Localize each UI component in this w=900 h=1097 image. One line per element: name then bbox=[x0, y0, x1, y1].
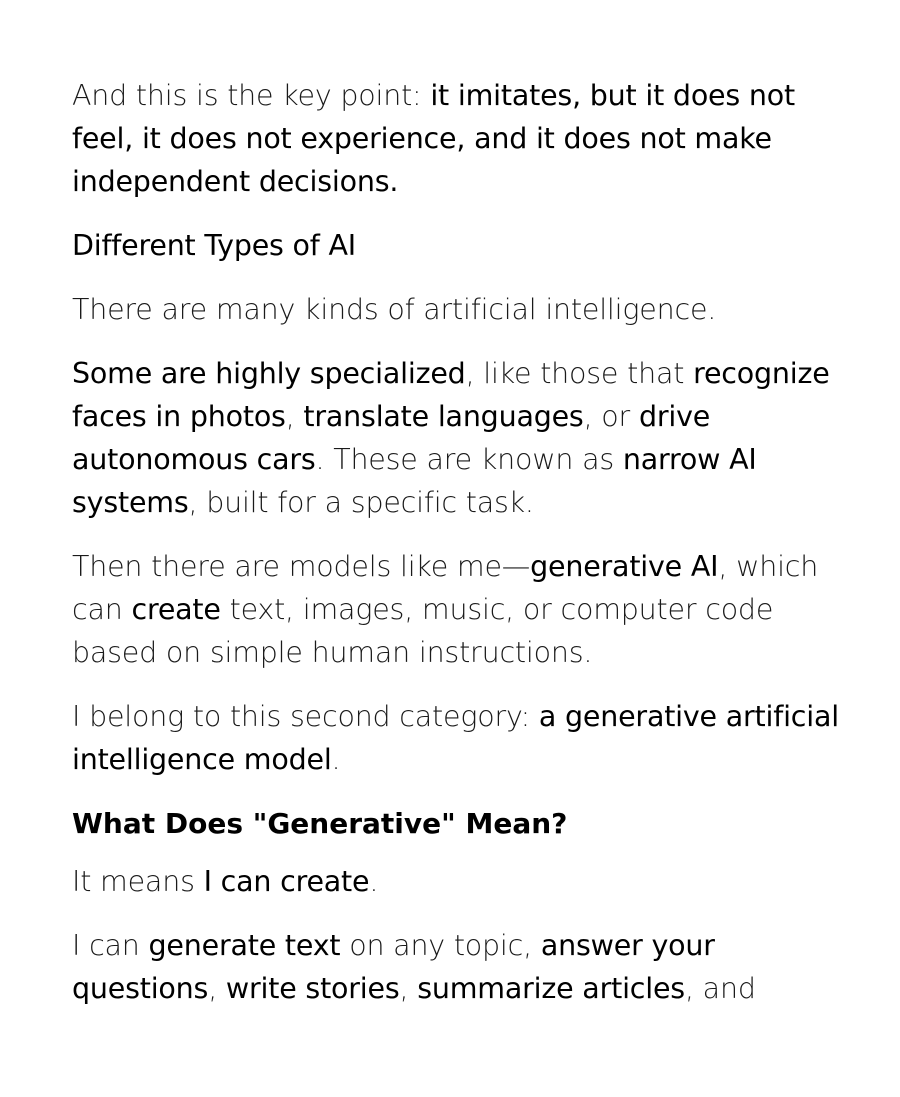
text-segment: , bbox=[285, 400, 304, 433]
emphasized-text: create bbox=[131, 593, 221, 626]
text-segment: There are many kinds of artificial intelligence. bbox=[72, 293, 717, 326]
body-paragraph bbox=[72, 924, 840, 1010]
text-segment: I belong to this second category: bbox=[72, 700, 539, 733]
text-segment: , bbox=[208, 972, 226, 1005]
text-segment: Different Types of AI bbox=[72, 229, 356, 262]
document-page bbox=[72, 74, 840, 1031]
body-paragraph bbox=[72, 695, 840, 781]
emphasized-text: translate languages bbox=[303, 400, 584, 433]
emphasized-text: I can create bbox=[203, 865, 370, 898]
emphasized-text: narrow AI systems bbox=[72, 443, 757, 519]
section-heading bbox=[72, 802, 840, 845]
text-segment: I can bbox=[72, 929, 149, 962]
text-segment: . bbox=[331, 743, 341, 776]
emphasized-text: write stories bbox=[225, 972, 400, 1005]
emphasized-text: it imitates, but it does not feel, it does not experience, and it does not make independent decisions. bbox=[72, 79, 795, 198]
text-segment: . These are known as bbox=[315, 443, 623, 476]
emphasized-text: generative AI bbox=[530, 550, 719, 583]
text-segment: text, images, music, or computer code based on simple human instructions. bbox=[72, 593, 774, 669]
emphasized-text: drive autonomous cars bbox=[72, 400, 711, 476]
text-segment: , built for a specific task. bbox=[188, 486, 534, 519]
text-segment: , or bbox=[583, 400, 639, 433]
text-segment: It means bbox=[72, 865, 204, 898]
text-segment: , like those that bbox=[465, 357, 694, 390]
body-paragraph bbox=[72, 288, 840, 331]
emphasized-text: answer your questions bbox=[72, 929, 715, 1005]
emphasized-text: generate text bbox=[148, 929, 341, 962]
text-segment: on any topic, bbox=[340, 929, 541, 962]
emphasized-text: summarize articles bbox=[417, 972, 685, 1005]
emphasized-text: recognize faces in photos bbox=[72, 357, 830, 433]
emphasized-text: a generative artificial intelligence model bbox=[72, 700, 839, 776]
text-segment: . bbox=[369, 865, 379, 898]
body-paragraph bbox=[72, 545, 840, 674]
text-segment: Then there are models like me— bbox=[72, 550, 531, 583]
text-segment: What Does "Generative" Mean? bbox=[72, 807, 568, 840]
text-segment: , bbox=[399, 972, 418, 1005]
section-subheading bbox=[72, 224, 840, 267]
text-segment: , and bbox=[684, 972, 756, 1005]
emphasized-text: Some are highly specialized bbox=[72, 357, 466, 390]
body-paragraph bbox=[72, 74, 840, 203]
text-segment: , which can bbox=[72, 550, 819, 626]
body-paragraph bbox=[72, 352, 840, 524]
text-segment: And this is the key point: bbox=[72, 79, 431, 112]
body-paragraph bbox=[72, 860, 840, 903]
